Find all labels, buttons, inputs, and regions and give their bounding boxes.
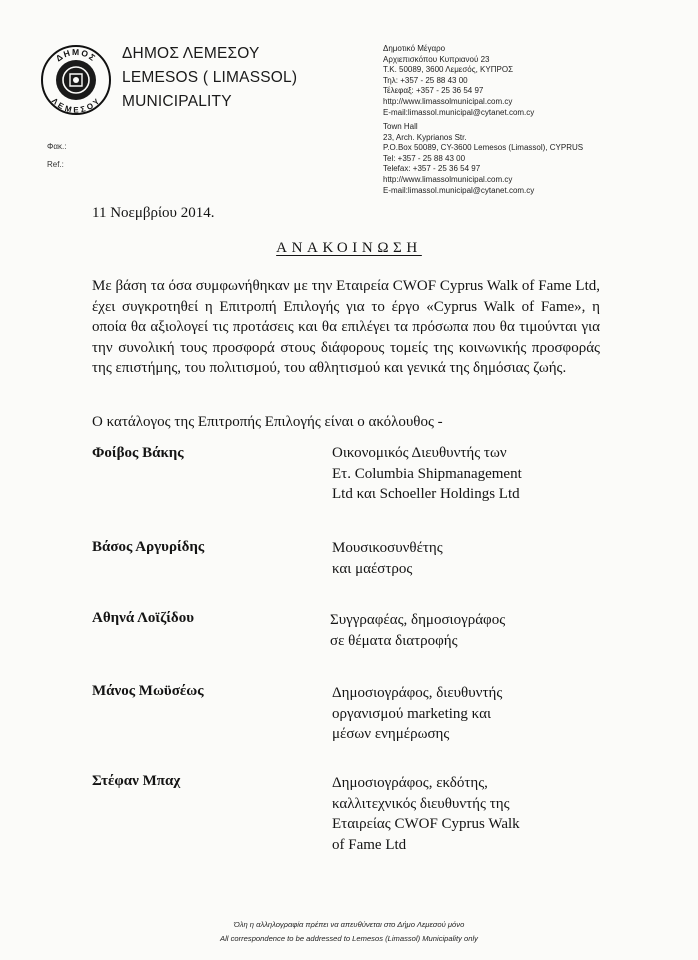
member-description-line: Οικονομικός Διευθυντής των [332, 445, 507, 461]
member-name: Στέφαν Μπαχ [92, 773, 181, 789]
member-name: Βάσος Αργυρίδης [92, 539, 205, 555]
address-line: Τέλεφαξ: +357 - 25 36 54 97 [383, 86, 484, 96]
address-line: http://www.limassolmunicipal.com.cy [383, 96, 513, 106]
member-description-line: Δημοσιογράφος, διευθυντής [332, 685, 503, 701]
address-line: http://www.limassolmunicipal.com.cy [383, 174, 513, 184]
address-line: Τ.Κ. 50089, 3600 Λεμεσός, ΚΥΠΡΟΣ [383, 65, 514, 75]
member-description-line: Ετ. Columbia Shipmanagement [332, 465, 522, 482]
member-description-line: Συγγραφέας, δημοσιογράφος [330, 612, 506, 628]
letter-date: 11 Νοεμβρίου 2014. [92, 205, 215, 221]
address-line: E-mail:limassol.municipal@cytanet.com.cy [383, 185, 535, 195]
announcement-paragraph: Με βάση τα όσα συμφωνήθηκαν με την Εταιρεία CWOF Cyprus Walk of Fame Ltd, έχει συγκροτηθεί η Επιτροπή Επιλογής για το έργο «Cyprus Walk of Fame», η οποία θα αξιολογεί τις προτάσεις και θα επιλέγει τα πρόσωπα που θα τιμούνται για την συνολική τους προσφορά στους διάφορους τομείς της κοινωνικής προσφοράς της επιστήμης, του πολιτισμού, του αθλητισμού και γενικά της δημόσιας ζωής. [92, 278, 600, 376]
member-name: Φοίβος Βάκης [92, 445, 184, 461]
member-description-line: Μουσικοσυνθέτης [332, 540, 443, 556]
member-description [332, 443, 622, 505]
address-line: Τηλ: +357 - 25 88 43 00 [383, 75, 468, 85]
announcement-heading-text: ΑΝΑΚΟΙΝΩΣΗ [276, 240, 422, 256]
seal-text-bottom: ΛΕΜΕΣΟΥ [49, 96, 103, 115]
address-line: Δημοτικό Μέγαρο [383, 44, 446, 53]
address-line: Town Hall [383, 122, 418, 131]
footer-note-greek: Όλη η αλληλογραφία πρέπει να απευθύνεται στο Δήμο Λεμεσού μόνο [233, 920, 465, 929]
address-line: Telefax: +357 - 25 36 54 97 [383, 164, 481, 174]
member-description-line: και μαέστρος [332, 560, 413, 577]
member-name: Αθηνά Λοϊζίδου [92, 610, 194, 626]
address-line: 23, Arch. Kyprianos Str. [383, 132, 467, 142]
municipality-seal-logo [40, 44, 112, 116]
english-address-block [383, 122, 583, 196]
member-description-line: Δημοσιογράφος, εκδότης, [332, 775, 488, 791]
member-name: Μάνος Μωϋσέως [92, 683, 204, 699]
ref-label: Ref.: [47, 160, 64, 169]
seal-text-top: ΔΗΜΟΣ [53, 46, 99, 64]
member-description-line: μέσων ενημέρωσης [332, 726, 450, 742]
member-description [332, 683, 622, 745]
address-line: P.O.Box 50089, CY-3600 Lemesos (Limassol), CYPRUS [383, 143, 584, 153]
member-description [332, 773, 622, 855]
fax-label: Φακ.: [47, 142, 67, 151]
committee-intro: Ο κατάλογος της Επιτροπής Επιλογής είναι ο ακόλουθος - [92, 414, 443, 430]
member-description [332, 538, 622, 579]
municipality-label: MUNICIPALITY [122, 93, 232, 110]
member-description-line: οργανισμού marketing και [332, 705, 491, 722]
municipality-name [122, 42, 297, 114]
footer-note-english: All correspondence to be addressed to Lemesos (Limassol) Municipality only [220, 934, 478, 943]
municipality-name-greek: ΔΗΜΟΣ ΛΕΜΕΣΟΥ [122, 45, 260, 62]
member-description-line: σε θέματα διατροφής [330, 632, 458, 649]
address-line: E-mail:limassol.municipal@cytanet.com.cy [383, 107, 535, 117]
member-description-line: καλλιτεχνικός διευθυντής της [332, 795, 510, 812]
address-line: Αρχιεπισκόπου Κυπριανού 23 [383, 54, 490, 64]
municipality-name-english: LEMESOS ( LIMASSOL) [122, 69, 298, 86]
greek-address-block [383, 44, 534, 118]
address-line: Tel: +357 - 25 88 43 00 [383, 153, 466, 163]
announcement-heading [0, 240, 698, 257]
member-description-line: Ltd και Schoeller Holdings Ltd [332, 486, 520, 502]
member-description-line: of Fame Ltd [332, 836, 407, 853]
member-description-line: Εταιρείας CWOF Cyprus Walk [332, 816, 520, 832]
member-description [330, 610, 620, 651]
